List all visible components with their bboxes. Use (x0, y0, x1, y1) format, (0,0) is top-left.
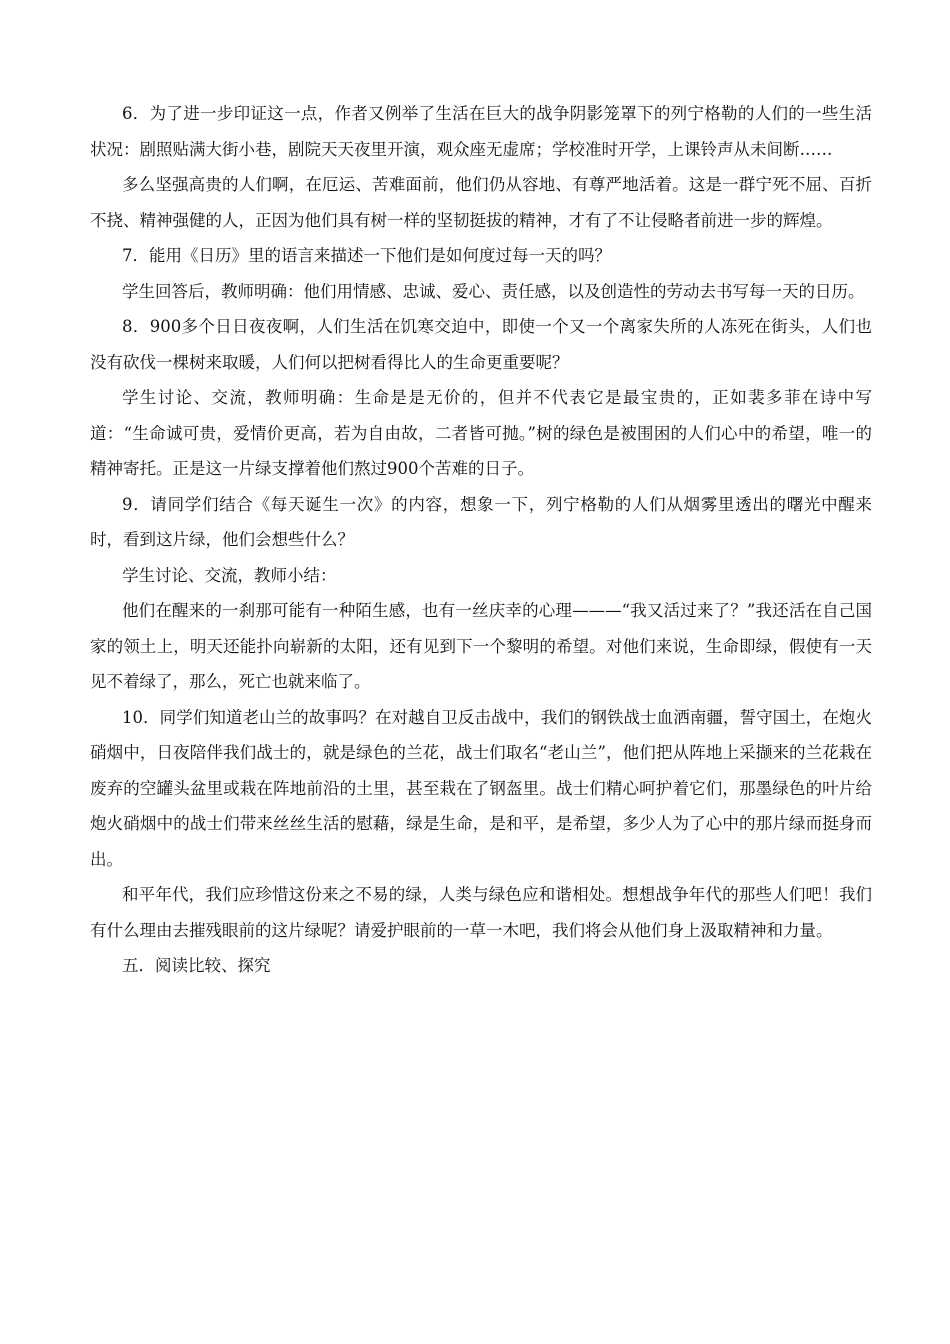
paragraph-conclusion: 和平年代，我们应珍惜这份来之不易的绿，人类与绿色应和谐相处。想想战争年代的那些人们吧！我们有什么理由去摧残眼前的这片绿呢？请爱护眼前的一草一木吧，我们将会从他们身上汲取精神和力量。 (90, 885, 872, 940)
section-heading-5: 五．阅读比较、探究 (122, 956, 271, 975)
paragraph-item-6: 6．为了进一步印证这一点，作者又例举了生活在巨大的战争阴影笼罩下的列宁格勒的人们的一些生活状况：剧照贴满大街小巷，剧院天天夜里开演，观众座无虚席；学校准时开学，上课铃声从未间断…… (90, 104, 872, 159)
paragraph-item-9: 9．请同学们结合《每天诞生一次》的内容，想象一下，列宁格勒的人们从烟雾里透出的曙光中醒来时，看到这片绿，他们会想些什么？ (90, 494, 872, 549)
paragraph-answer-7: 学生回答后，教师明确：他们用情感、忠诚、爱心、责任感，以及创造性的劳动去书写每一天的日历。 (122, 281, 865, 301)
paragraph-item-10: 10．同学们知道老山兰的故事吗？在对越自卫反击战中，我们的钢铁战士血洒南疆，誓守国土，在炮火硝烟中，日夜陪伴我们战士的，就是绿色的兰花，战士们取名“老山兰”，他们把从阵地上采撷来的兰花栽在废弃的空罐头盆里或栽在阵地前沿的土里，甚至栽在了钢盔里。战士们精心呵护着它们，那墨绿色的叶片给炮火硝烟中的战士们带来丝丝生活的慰藉，绿是生命，是和平，是希望，多少人为了心中的那片绿而挺身而出。 (90, 707, 872, 869)
paragraph-item-7: 7．能用《日历》里的语言来描述一下他们是如何度过每一天的吗？ (122, 246, 611, 265)
paragraph-commentary: 多么坚强高贵的人们啊，在厄运、苦难面前，他们仍从容地、有尊严地活着。这是一群宁死不屈、百折不挠、精神强健的人，正因为他们具有树一样的坚韧挺拔的精神，才有了不让侵略者前进一步的辉煌。 (90, 175, 872, 230)
paragraph-discussion-9: 学生讨论、交流，教师小结： (122, 565, 337, 585)
paragraph-summary-9: 他们在醒来的一刹那可能有一种陌生感，也有一丝庆幸的心理———“我又活过来了？”我还活在自己国家的领土上，明天还能扑向崭新的太阳，还有见到下一个黎明的希望。对他们来说，生命即绿，假使有一天见不着绿了，那么，死亡也就来临了。 (90, 601, 872, 691)
paragraph-answer-8: 学生讨论、交流，教师明确：生命是是无价的，但并不代表它是最宝贵的，正如裴多菲在诗中写道：“生命诚可贵，爱情价更高，若为自由故，二者皆可抛。”树的绿色是被围困的人们心中的希望，唯一的精神寄托。正是这一片绿支撑着他们熬过900个苦难的日子。 (90, 388, 872, 478)
paragraph-item-8: 8．900多个日日夜夜啊，人们生活在饥寒交迫中，即使一个又一个离家失所的人冻死在街头，人们也没有砍伐一棵树来取暖，人们何以把树看得比人的生命更重要呢？ (90, 317, 872, 372)
document-body (90, 96, 872, 984)
